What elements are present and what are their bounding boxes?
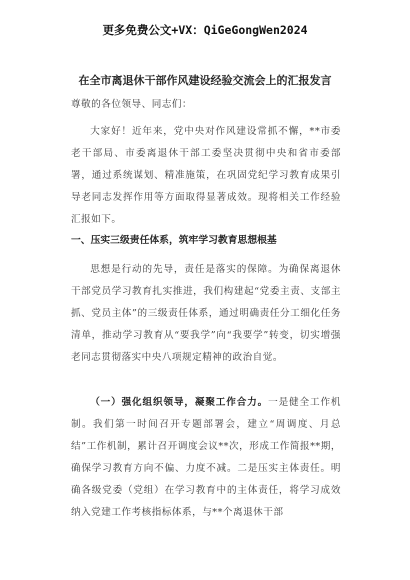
intro-paragraph: 大家好！近年来，党中央对作风建设常抓不懈，**市委老干部局、市委离退休干部工委坚决贯彻中央和省市委部署，通过系统谋划、精准施策，在巩固党纪学习教育成果引导老同志发挥作用等方面取得显著成效。现将相关工作经验汇报如下。	[71, 126, 341, 225]
subsection-paragraph	[71, 392, 341, 524]
subsection-text: 一是健全工作机制。我们第一时间召开专题部署会，建立“周调度、月总结”工作机制，累计召开调度会议**次，形成工作简报**期，确保学习教育方向不偏、力度不减。二是压实主体责任。明确各级党委（党组）在学习教育中的主体责任，将学习成效纳入党建工作考核指标体系，与**个离退休干部	[71, 397, 341, 518]
section-heading: 一、压实三级责任体系，筑牢学习教育思想根基	[71, 235, 277, 246]
promo-banner: 更多免费公文+VX：QiGeGongWen2024	[102, 23, 308, 37]
salutation: 尊敬的各位领导、同志们：	[71, 99, 193, 110]
document-title: 在全市离退休干部作风建设经验交流会上的汇报发言	[78, 74, 332, 87]
subsection-heading: （一）强化组织领导，凝聚工作合力。	[90, 397, 269, 408]
section-paragraph: 思想是行动的先导，责任是落实的保障。为确保离退休干部党员学习教育扎实推进，我们构建起“党委主责、支部主抓、党员主体”的三级责任体系，通过明确责任分工细化任务清单，推动学习教育从“要我学”向“我要学”转变，切实增强老同志贯彻落实中央八项规定精神的政治自觉。	[71, 264, 341, 363]
